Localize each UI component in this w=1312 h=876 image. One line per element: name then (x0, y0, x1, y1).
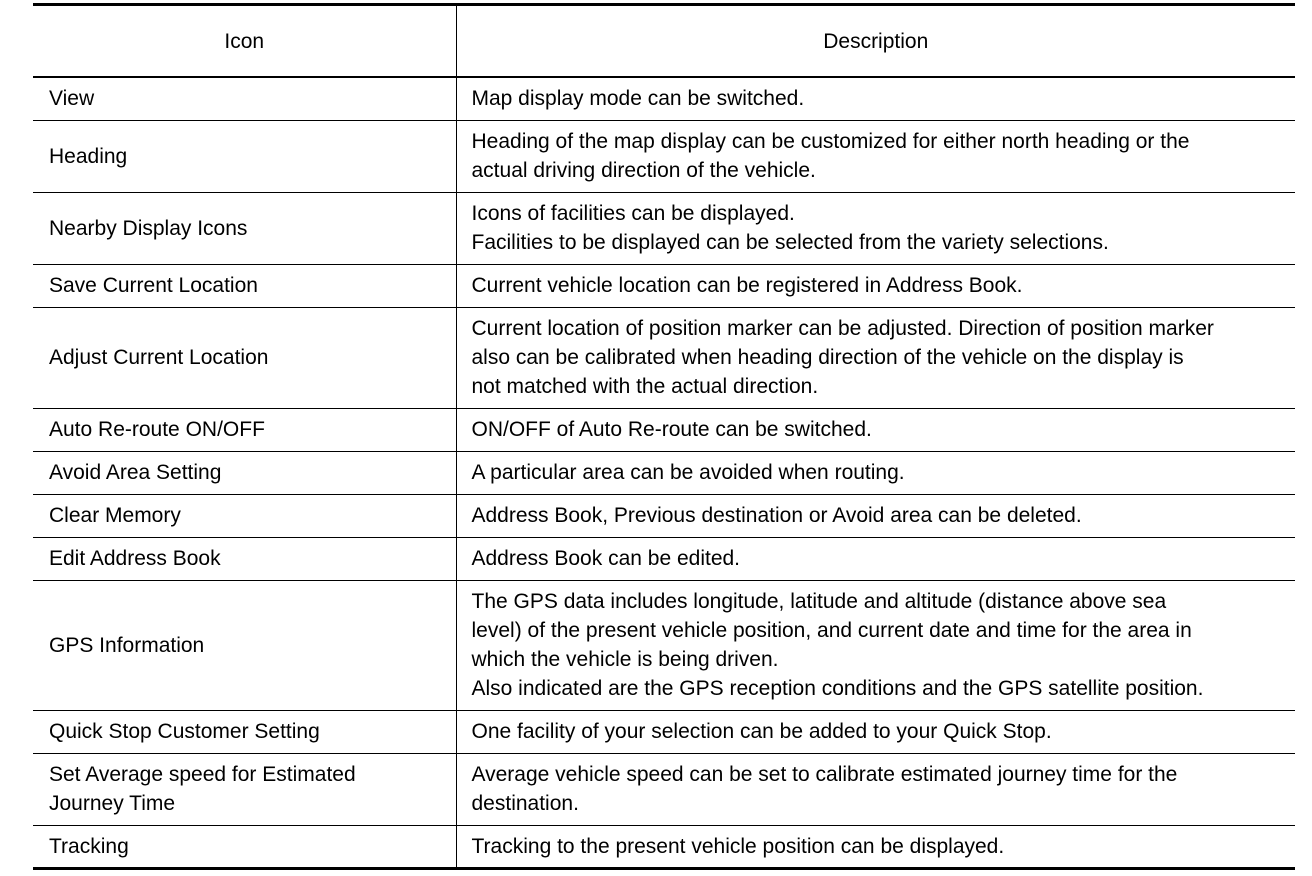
icon-name-line: Journey Time (49, 792, 176, 815)
description-line: ON/OFF of Auto Re-route can be switched. (471, 418, 872, 441)
table-row (33, 77, 1295, 120)
table-row (33, 408, 1295, 451)
icon-name-cell: Clear Memory (33, 494, 456, 537)
description-cell (456, 192, 1295, 264)
description-cell (456, 451, 1295, 494)
description-line: not matched with the actual direction. (471, 375, 819, 398)
description-cell (456, 580, 1295, 710)
description-line: Current location of position marker can be adjusted. Direction of position marker (471, 317, 1214, 340)
table-row (33, 192, 1295, 264)
icon-name-cell: Nearby Display Icons (33, 192, 456, 264)
table-row (33, 120, 1295, 192)
description-cell (456, 825, 1295, 868)
description-cell (456, 307, 1295, 408)
icon-name-line: Set Average speed for Estimated (49, 763, 356, 786)
description-line: Current vehicle location can be registered in Address Book. (471, 274, 1023, 297)
description-cell (456, 753, 1295, 825)
description-cell (456, 494, 1295, 537)
icon-name-cell: Avoid Area Setting (33, 451, 456, 494)
icon-name-cell: GPS Information (33, 580, 456, 710)
description-line: Icons of facilities can be displayed. (471, 202, 795, 225)
description-cell (456, 408, 1295, 451)
icon-name-cell: Auto Re-route ON/OFF (33, 408, 456, 451)
icon-name-cell: Tracking (33, 825, 456, 868)
table-row (33, 264, 1295, 307)
description-line: Heading of the map display can be customized for either north heading or the (471, 130, 1190, 153)
icon-name-cell: Heading (33, 120, 456, 192)
description-line: The GPS data includes longitude, latitude and altitude (distance above sea (471, 590, 1167, 613)
description-line: Also indicated are the GPS reception conditions and the GPS satellite position. (471, 677, 1204, 700)
description-line: A particular area can be avoided when routing. (471, 461, 905, 484)
table-row (33, 825, 1295, 868)
description-line: One facility of your selection can be added to your Quick Stop. (471, 720, 1052, 743)
icon-name-cell: Quick Stop Customer Setting (33, 710, 456, 753)
column-header-description: Description (456, 5, 1295, 78)
description-line: Address Book, Previous destination or Avoid area can be deleted. (471, 504, 1082, 527)
table-header-row (33, 5, 1295, 78)
description-line: also can be calibrated when heading direction of the vehicle on the display is (471, 346, 1184, 369)
icon-name-cell: Save Current Location (33, 264, 456, 307)
description-line: destination. (471, 792, 579, 815)
description-line: Tracking to the present vehicle position can be displayed. (471, 834, 1005, 858)
description-cell (456, 77, 1295, 120)
table-row (33, 537, 1295, 580)
column-header-icon: Icon (33, 5, 456, 78)
description-line: actual driving direction of the vehicle. (471, 159, 816, 182)
icon-name-cell: Adjust Current Location (33, 307, 456, 408)
description-line: Average vehicle speed can be set to calibrate estimated journey time for the (471, 763, 1178, 786)
icon-name-cell: View (33, 77, 456, 120)
icon-name-cell (33, 753, 456, 825)
description-line: level) of the present vehicle position, and current date and time for the area in (471, 619, 1192, 642)
description-line: Facilities to be displayed can be selected from the variety selections. (471, 231, 1109, 254)
table-row (33, 580, 1295, 710)
table-row (33, 494, 1295, 537)
description-cell (456, 264, 1295, 307)
description-cell (456, 537, 1295, 580)
icon-description-table (33, 3, 1295, 870)
table-row (33, 710, 1295, 753)
description-line: Map display mode can be switched. (471, 87, 805, 111)
table-row (33, 451, 1295, 494)
description-cell (456, 120, 1295, 192)
table-row (33, 753, 1295, 825)
icon-name-cell: Edit Address Book (33, 537, 456, 580)
description-line: which the vehicle is being driven. (471, 648, 779, 671)
table-row (33, 307, 1295, 408)
description-cell (456, 710, 1295, 753)
description-line: Address Book can be edited. (471, 547, 741, 570)
